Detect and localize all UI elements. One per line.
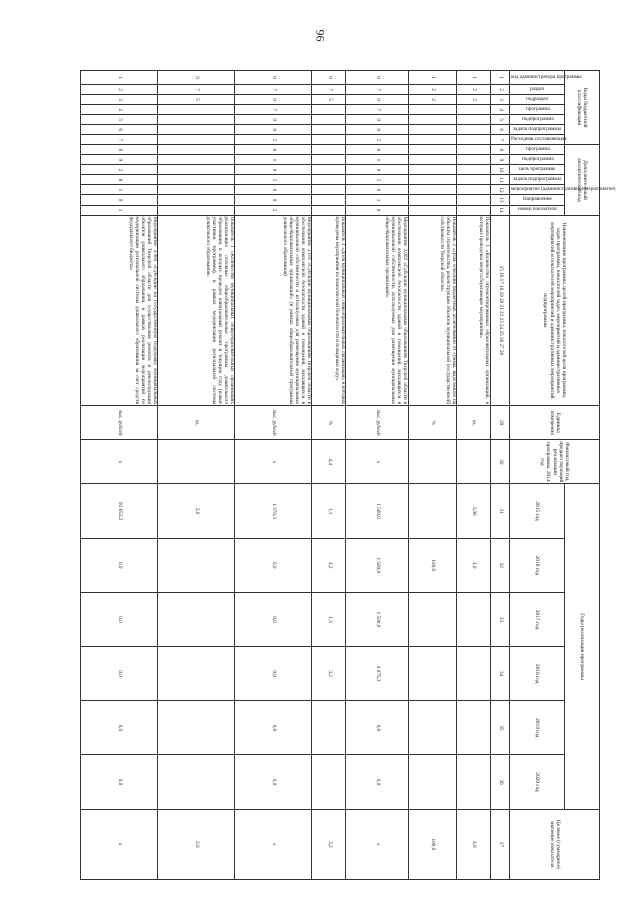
code-cell: 0 xyxy=(312,71,346,85)
header-year: 2017 год xyxy=(510,592,565,646)
year-value-cell xyxy=(457,701,491,755)
code-cell xyxy=(408,185,456,195)
table-row xyxy=(235,71,312,880)
table-row xyxy=(81,71,158,880)
year-value-cell: 1,1 xyxy=(312,484,346,538)
header-year: 2019 год xyxy=(510,701,565,755)
code-cell: 0 xyxy=(346,71,409,85)
year-value-cell xyxy=(158,538,235,592)
table-row xyxy=(346,71,409,880)
header-additional-col: задача подпрограммы xyxy=(510,175,565,185)
column-number-cell: 15 16 17 18 19 20 21 22 23 24 25 26 27 28 xyxy=(490,215,509,406)
year-value-cell: 0,0 xyxy=(346,755,409,809)
column-number-cell: 7 xyxy=(490,135,509,145)
year-value-cell xyxy=(408,592,456,646)
code-cell xyxy=(408,195,456,205)
code-cell xyxy=(158,175,235,185)
code-cell: 6 xyxy=(81,125,158,135)
row-name-cell: Показатель 1 «Доля муниципальных общеобразовательных организаций, в которых проведены мероприятия по комплексной безопасности и пожарным ходу» xyxy=(312,215,346,406)
code-cell: 0 xyxy=(346,205,409,215)
column-number-cell: 3 xyxy=(490,95,509,105)
code-cell xyxy=(457,185,491,195)
code-cell: 4 xyxy=(81,105,158,115)
year-value-cell: 0,0 xyxy=(235,592,312,646)
year-value-cell: 0,0 xyxy=(235,701,312,755)
code-cell: 1 xyxy=(81,205,158,215)
code-cell xyxy=(312,155,346,165)
code-cell xyxy=(158,205,235,215)
code-cell: 9 xyxy=(346,125,409,135)
year-value-cell: 0,0 xyxy=(81,538,158,592)
code-cell: 0 xyxy=(235,71,312,85)
row-name-cell: Показатель 1 «Количество муниципальных общеобразовательных организаций, реализующих основные общеобразовательные программы дошкольного образования, в которых проведен капитальный ремонт в текущем году (новые участники программы), в рамках модернизации региональной системы дошкольного образования» xyxy=(158,215,235,406)
year-value-cell xyxy=(408,647,456,701)
code-cell: 2 xyxy=(346,135,409,145)
code-cell xyxy=(312,115,346,125)
code-cell xyxy=(408,205,456,215)
year-value-cell: 93 653,2 xyxy=(81,484,158,538)
row-name-cell: Мероприятие 3.101 «Субсидии муниципальным образованиям Тверской области в обеспечении комплексной безопасности зданий и помещений, находящихся в муниципальной собственности и используемых для размещения муниципальных общеобразовательных организаций» (в рамках общеобразовательной программы дошкольного образования) xyxy=(235,215,312,406)
code-cell: 1 xyxy=(457,71,491,85)
year-value-cell xyxy=(158,755,235,809)
fin-year-cell xyxy=(158,440,235,484)
code-cell xyxy=(408,175,456,185)
rotated-table-wrapper xyxy=(80,70,616,880)
code-cell: 5 xyxy=(81,115,158,125)
code-cell: 1 xyxy=(346,155,409,165)
header-year: 2015 год xyxy=(510,484,565,538)
code-cell xyxy=(312,135,346,145)
code-cell xyxy=(158,145,235,155)
code-cell xyxy=(158,155,235,165)
fin-year-cell xyxy=(408,440,456,484)
header-target-col: Целевое (суммарное) значение показателя xyxy=(510,809,600,879)
year-value-cell xyxy=(457,755,491,809)
column-number-cell: 8 xyxy=(490,145,509,155)
code-cell xyxy=(457,125,491,135)
unit-cell: % xyxy=(312,406,346,440)
year-value-cell: 0,0 xyxy=(81,701,158,755)
column-number-cell: 37 xyxy=(490,809,509,879)
code-cell xyxy=(158,125,235,135)
target-cell: х xyxy=(235,809,312,879)
code-cell: 0 xyxy=(346,95,409,105)
header-name-col: Наименование программы, целей программы, показателей цели программы, задач программы, показателей задач, мероприятий и административных мероприятий и показателей мероприятий и административных мероприятий подпрограммы xyxy=(510,215,600,406)
header-additional-col: номер показателя xyxy=(510,205,565,215)
code-cell: 7 xyxy=(158,85,235,95)
column-number-cell: 2 xyxy=(490,85,509,95)
year-value-cell: 0,0 xyxy=(346,701,409,755)
code-cell: 3 xyxy=(346,175,409,185)
header-fin-col: Финансовый год, предшествующий реализации программы, 2014 год xyxy=(510,440,600,484)
code-cell xyxy=(312,125,346,135)
code-cell: 0 xyxy=(81,195,158,205)
code-cell xyxy=(312,205,346,215)
column-number-cell: 12 xyxy=(490,185,509,195)
column-number-cell: 6 xyxy=(490,125,509,135)
code-cell xyxy=(158,195,235,205)
code-cell: 2 xyxy=(81,85,158,95)
code-cell: 1 xyxy=(346,195,409,205)
code-cell: 2 xyxy=(81,165,158,175)
code-cell xyxy=(158,115,235,125)
target-cell: 3,2 xyxy=(312,809,346,879)
code-cell xyxy=(312,145,346,155)
code-cell: 1 xyxy=(408,71,456,85)
code-cell xyxy=(457,105,491,115)
code-cell xyxy=(457,155,491,165)
column-number-cell: 31 xyxy=(490,484,509,538)
code-cell: 2 xyxy=(457,85,491,95)
column-number-cell: 1 xyxy=(490,71,509,85)
row-name-cell: Показатель 1 «Количество отремонтированных образовательных организаций, в которых проведены энергосберегающие мероприятия» xyxy=(457,215,491,406)
code-cell: 3 xyxy=(81,95,158,105)
year-value-cell: 3,2 xyxy=(312,647,346,701)
code-cell xyxy=(408,145,456,155)
header-years-group: Годы реализации программы xyxy=(565,484,600,809)
fin-year-cell: 4,4 xyxy=(312,440,346,484)
year-value-cell: 100,0 xyxy=(408,538,456,592)
table-row xyxy=(312,71,346,880)
code-cell: 0 xyxy=(235,195,312,205)
code-cell: 7 xyxy=(81,135,158,145)
code-cell: 2 xyxy=(408,85,456,95)
column-number-cell: 34 xyxy=(490,647,509,701)
code-cell xyxy=(158,105,235,115)
target-cell: х xyxy=(81,809,158,879)
code-cell: 0 xyxy=(235,185,312,195)
column-number-cell: 11 xyxy=(490,175,509,185)
header-additional-group: Дополнительный аналитический код xyxy=(565,145,600,215)
code-cell xyxy=(312,165,346,175)
year-value-cell: 0,0 xyxy=(81,647,158,701)
code-cell: 7 xyxy=(346,85,409,95)
code-cell: 0 xyxy=(235,165,312,175)
column-number-row xyxy=(490,71,509,880)
code-cell: 5 xyxy=(158,95,235,105)
header-budget-col: подраздел xyxy=(510,95,565,105)
code-cell: 2 xyxy=(408,95,456,105)
target-cell: х xyxy=(346,809,409,879)
column-number-cell: 32 xyxy=(490,538,509,592)
column-number-cell: 4 xyxy=(490,105,509,115)
unit-cell: ед. xyxy=(158,406,235,440)
row-name-cell: Мероприятие 3.002 «Субсидии муниципальным образованиям Тверской области в обеспечении комплексной безопасности зданий и помещений, находящихся в муниципальной собственности, используемых для размещения муниципальных общеобразовательных организаций» xyxy=(346,215,409,406)
column-number-cell: 14 xyxy=(490,205,509,215)
code-cell: 8 xyxy=(235,145,312,155)
table-row xyxy=(457,71,491,880)
code-cell: 8 xyxy=(81,145,158,155)
code-cell: 2 xyxy=(457,95,491,105)
code-cell xyxy=(457,145,491,155)
code-cell xyxy=(158,165,235,175)
year-value-cell xyxy=(457,592,491,646)
column-number-cell: 35 xyxy=(490,701,509,755)
year-value-cell: 1 500,0 xyxy=(346,592,409,646)
fin-year-cell: х xyxy=(346,440,409,484)
column-number-cell: 13 xyxy=(490,195,509,205)
code-cell xyxy=(457,205,491,215)
header-budget-col: раздел xyxy=(510,85,565,95)
code-cell xyxy=(158,185,235,195)
header-budget-col: программа xyxy=(510,105,565,115)
code-cell: 8 xyxy=(81,175,158,185)
column-number-cell: 29 xyxy=(490,406,509,440)
year-value-cell: 4,2 xyxy=(312,538,346,592)
page-number: 96 xyxy=(313,29,328,42)
year-value-cell xyxy=(408,701,456,755)
column-number-cell: 33 xyxy=(490,592,509,646)
header-additional-col: Направление xyxy=(510,195,565,205)
header-budget-col: задача подпрограммы xyxy=(510,125,565,135)
table-row xyxy=(408,71,456,880)
row-name-cell: Мероприятие 3.004 «Субсидии на государственную поддержку муниципальных образований Тверской области для осуществления ремонта и реконструкции объектов дошкольного образования, в рамках реализации мероприятий по модернизации региональной системы дошкольного образования за счет средств федерального бюджета» xyxy=(81,215,158,406)
header-additional-col: цель программы xyxy=(510,165,565,175)
code-cell: 7 xyxy=(346,105,409,115)
code-cell: 3 xyxy=(235,175,312,185)
header-additional-col: мероприятие (административное мероприятие) xyxy=(510,185,565,195)
year-value-cell: 0,0 xyxy=(81,755,158,809)
code-cell xyxy=(457,175,491,185)
header-budget-col: код администратора программы xyxy=(510,71,565,85)
year-value-cell: 0,0 xyxy=(235,755,312,809)
target-cell: 100,0 xyxy=(408,809,456,879)
year-value-cell: 0,0 xyxy=(81,592,158,646)
code-cell xyxy=(457,115,491,125)
year-value-cell: 1,0 xyxy=(457,538,491,592)
year-value-cell xyxy=(312,755,346,809)
year-value-cell: 3,00 xyxy=(457,484,491,538)
unit-cell: % xyxy=(408,406,456,440)
code-cell: 7 xyxy=(235,85,312,95)
code-cell xyxy=(457,195,491,205)
header-unit-col: Единица измерения xyxy=(510,406,600,440)
row-name-cell: Показатель 2 «Доля освоения бюджетных ассигнований от суммы, выделенной на объекты строительства, реконструкции объектов муниципальной (государственной) собственности Тверской области» xyxy=(408,215,456,406)
unit-cell: тыс. рублей xyxy=(346,406,409,440)
year-value-cell: 1 370,3 xyxy=(235,484,312,538)
code-cell: 5 xyxy=(312,95,346,105)
year-value-cell xyxy=(408,484,456,538)
column-number-cell: 5 xyxy=(490,115,509,125)
year-value-cell: 1 500,0 xyxy=(346,538,409,592)
code-cell: 0 xyxy=(158,71,235,85)
header-year: 2016 год xyxy=(510,538,565,592)
code-cell: 8 xyxy=(346,145,409,155)
code-cell: 9 xyxy=(81,155,158,165)
code-cell xyxy=(457,165,491,175)
code-cell xyxy=(457,135,491,145)
code-cell xyxy=(312,105,346,115)
code-cell: 1 xyxy=(81,71,158,85)
year-value-cell xyxy=(457,647,491,701)
code-cell: 0 xyxy=(346,165,409,175)
fin-year-cell: х xyxy=(235,440,312,484)
code-cell: 2 xyxy=(235,135,312,145)
column-number-cell: 10 xyxy=(490,165,509,175)
header-additional-col: программа xyxy=(510,145,565,155)
code-cell xyxy=(408,165,456,175)
year-value-cell xyxy=(158,701,235,755)
unit-cell: ед. xyxy=(457,406,491,440)
header-additional-col: подпрограмма xyxy=(510,155,565,165)
table-row xyxy=(158,71,235,880)
unit-cell: тыс. рублей xyxy=(81,406,158,440)
target-cell: 4,0 xyxy=(457,809,491,879)
code-cell xyxy=(158,135,235,145)
program-table xyxy=(80,70,616,880)
fin-year-cell xyxy=(457,440,491,484)
header-budget-col: Расходная составляющая xyxy=(510,135,565,145)
code-cell xyxy=(408,155,456,165)
year-value-cell xyxy=(408,755,456,809)
year-value-cell: 2,0 xyxy=(158,484,235,538)
fin-year-cell: х xyxy=(81,440,158,484)
year-value-cell: 1 500,0 xyxy=(346,484,409,538)
year-value-cell: 0,0 xyxy=(235,538,312,592)
year-value-cell: 4 075,3 xyxy=(346,647,409,701)
code-cell xyxy=(408,125,456,135)
header-year: 2020 год xyxy=(510,755,565,809)
unit-cell: тыс. рублей xyxy=(235,406,312,440)
header-budget-group: Коды бюджетной классификации xyxy=(565,71,600,145)
code-cell: 2 xyxy=(235,205,312,215)
column-number-cell: 36 xyxy=(490,755,509,809)
year-value-cell xyxy=(312,701,346,755)
code-cell xyxy=(312,195,346,205)
code-cell: 7 xyxy=(235,105,312,115)
code-cell: 0 xyxy=(346,185,409,195)
code-cell xyxy=(408,115,456,125)
year-value-cell: 1,3 xyxy=(312,592,346,646)
header-year: 2018 год xyxy=(510,647,565,701)
code-cell: 0 xyxy=(346,115,409,125)
year-value-cell xyxy=(158,647,235,701)
code-cell: 7 xyxy=(312,85,346,95)
code-cell xyxy=(408,105,456,115)
code-cell: 0 xyxy=(235,95,312,105)
code-cell: 9 xyxy=(235,125,312,135)
year-value-cell xyxy=(158,592,235,646)
code-cell: 0 xyxy=(235,115,312,125)
code-cell xyxy=(312,185,346,195)
code-cell xyxy=(408,135,456,145)
code-cell xyxy=(312,175,346,185)
column-number-cell: 9 xyxy=(490,155,509,165)
header-budget-col: подпрограмма xyxy=(510,115,565,125)
column-number-cell: 30 xyxy=(490,440,509,484)
year-value-cell: 0,0 xyxy=(235,647,312,701)
code-cell: 1 xyxy=(81,185,158,195)
target-cell: 2,0 xyxy=(158,809,235,879)
code-cell: 1 xyxy=(235,155,312,165)
